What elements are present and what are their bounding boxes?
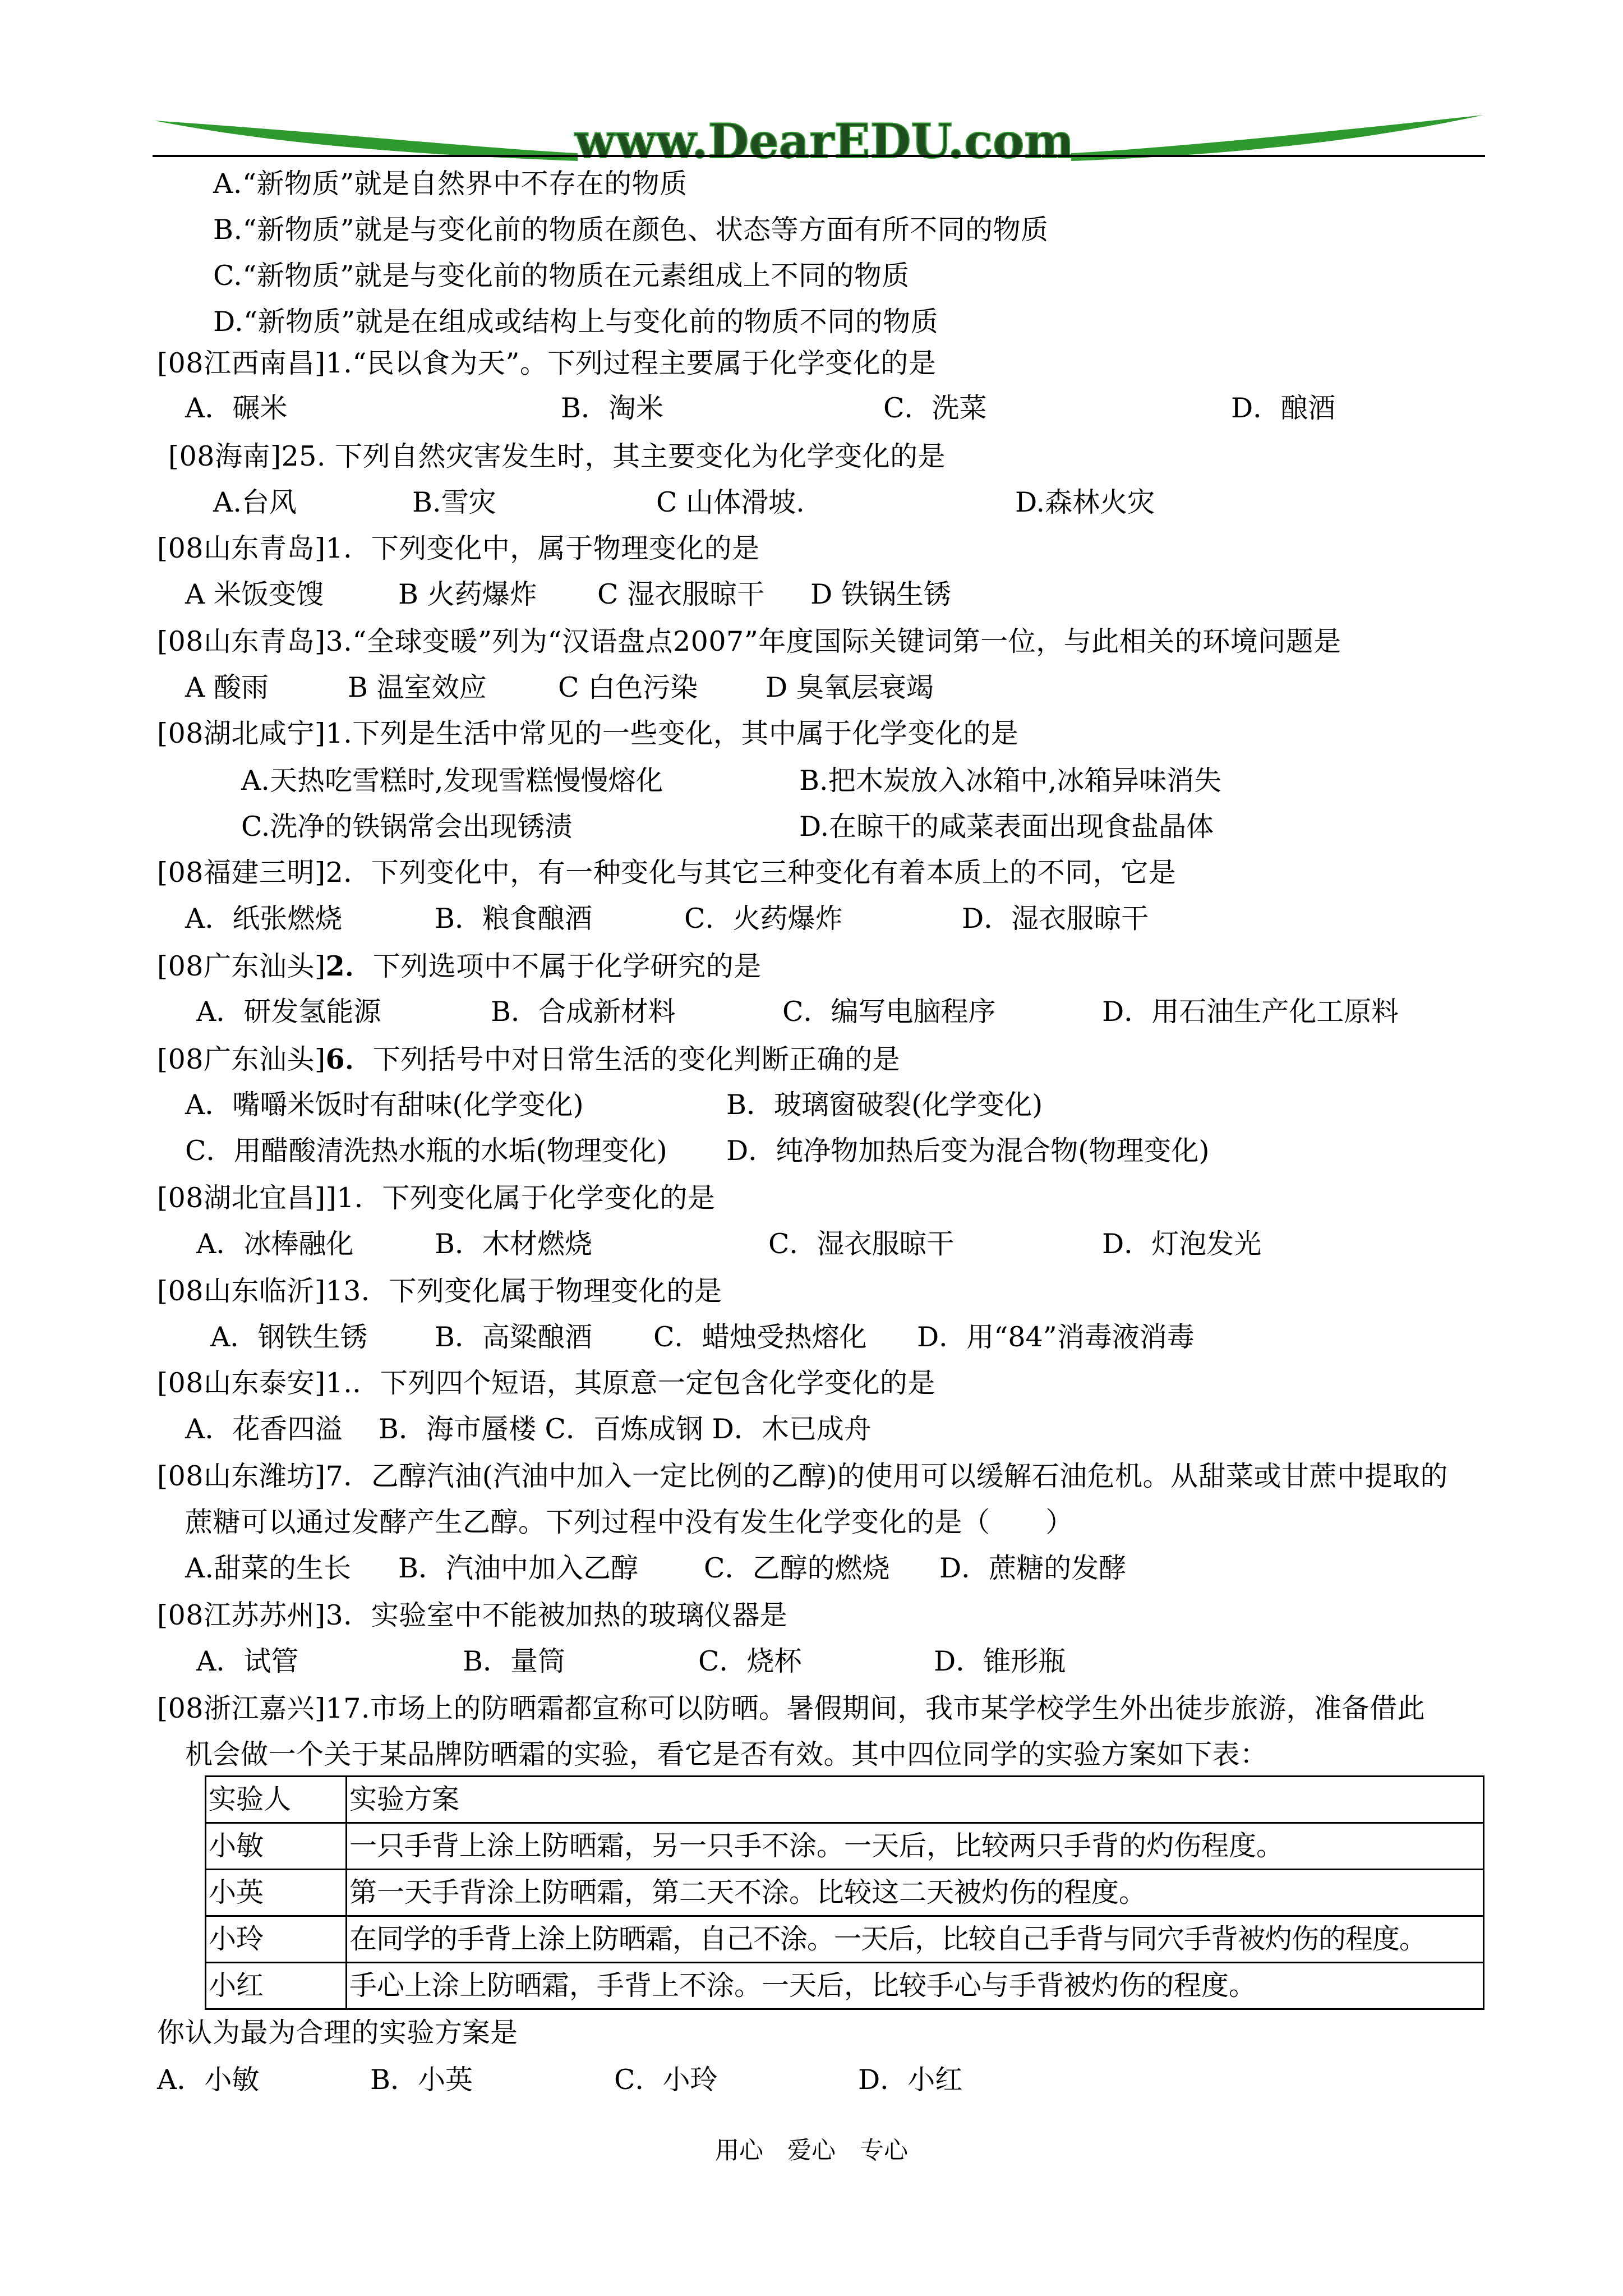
q14-option-d: D．小红: [858, 2064, 963, 2096]
table-cell-person: 小英: [206, 1870, 347, 1916]
q1-option-a: A．碾米: [185, 392, 288, 424]
q5-option-d: D.在晾干的咸菜表面出现食盐晶体: [799, 811, 1214, 843]
q4-option-c: C 白色污染: [558, 671, 698, 703]
deareedu-logo: [151, 109, 1486, 171]
q14-stem-line1: [08浙江嘉兴]17.市场上的防晒霜都宣称可以防晒。暑假期间，我市某学校学生外出徒步旅游，准备借此: [157, 1692, 1426, 1724]
q6-option-a: A．纸张燃烧: [185, 903, 343, 935]
q13-option-c: C．烧杯: [698, 1645, 802, 1677]
q5-option-a: A.天热吃雪糕时,发现雪糕慢慢熔化: [241, 765, 663, 797]
intro-option-b: B.“新物质”就是与变化前的物质在颜色、状态等方面有所不同的物质: [213, 214, 1049, 246]
q14-question: 你认为最为合理的实验方案是: [157, 2017, 518, 2049]
table-cell-plan: 在同学的手背上涂上防晒霜，自己不涂。一天后，比较自己手背与同穴手背被灼伤的程度。: [347, 1916, 1484, 1963]
table-row: [206, 1870, 1484, 1916]
q3-stem: [08山东青岛]1．下列变化中，属于物理变化的是: [157, 532, 760, 564]
q13-stem: [08江苏苏州]3．实验室中不能被加热的玻璃仪器是: [157, 1599, 788, 1631]
q8-option-b: B．玻璃窗破裂(化学变化): [726, 1089, 1043, 1121]
q12-stem-line2: 蔗糖可以通过发酵产生乙醇。下列过程中没有发生化学变化的是（ ）: [185, 1506, 1074, 1538]
q13-option-b: B．量筒: [463, 1645, 566, 1677]
table-row: [206, 1823, 1484, 1870]
q4-option-a: A 酸雨: [185, 671, 269, 703]
q5-stem: [08湖北咸宁]1.下列是生活中常见的一些变化，其中属于化学变化的是: [157, 717, 1019, 749]
q8-option-c: C．用醋酸清洗热水瓶的水垢(物理变化): [185, 1135, 667, 1167]
q7-option-c: C．编写电脑程序: [782, 996, 996, 1028]
q9-option-c: C．湿衣服晾干: [768, 1228, 955, 1260]
q10-option-b: B．高粱酿酒: [435, 1321, 593, 1353]
q10-option-c: C．蜡烛受热熔化: [653, 1321, 867, 1353]
q8-option-a: A．嘴嚼米饭时有甜味(化学变化): [185, 1089, 584, 1121]
q9-option-a: A．冰棒融化: [196, 1228, 354, 1260]
q7-stem: [157, 948, 762, 984]
q2-option-d: D.森林火灾: [1015, 486, 1155, 518]
q8-option-d: D．纯净物加热后变为混合物(物理变化): [726, 1135, 1210, 1167]
q12-option-c: C．乙醇的燃烧: [704, 1552, 890, 1584]
q6-option-d: D．湿衣服晾干: [962, 903, 1149, 935]
intro-option-c: C.“新物质”就是与变化前的物质在元素组成上不同的物质: [213, 260, 910, 292]
table-header-row: [206, 1777, 1484, 1823]
intro-option-d: D.“新物质”就是在组成或结构上与变化前的物质不同的物质: [213, 306, 939, 338]
q9-option-d: D．灯泡发光: [1102, 1228, 1262, 1260]
table-cell-person: 小红: [206, 1963, 347, 2009]
q7-option-d: D．用石油生产化工原料: [1102, 996, 1399, 1028]
q7-stem-text: 下列选项中不属于化学研究的是: [372, 950, 762, 982]
q3-option-b: B 火药爆炸: [398, 578, 537, 610]
q1-option-c: C．洗菜: [883, 392, 987, 424]
q10-option-a: A．钢铁生锈: [210, 1321, 368, 1353]
q6-stem: [08福建三明]2．下列变化中，有一种变化与其它三种变化有着本质上的不同，它是: [157, 857, 1177, 889]
q8-stem-text: 下列括号中对日常生活的变化判断正确的是: [372, 1043, 901, 1075]
table-cell-person: 小敏: [206, 1823, 347, 1870]
q3-option-c: C 湿衣服晾干: [597, 578, 765, 610]
table-header-plan: 实验方案: [347, 1777, 1484, 1823]
q2-option-a: A.台风: [213, 486, 297, 518]
table-cell-plan: 一只手背上涂上防晒霜，另一只手不涂。一天后，比较两只手背的灼伤程度。: [347, 1823, 1484, 1870]
q1-option-d: D．酿酒: [1231, 392, 1336, 424]
q14-option-c: C．小玲: [614, 2064, 718, 2096]
q3-option-a: A 米饭变馊: [185, 578, 324, 610]
q4-stem: [08山东青岛]3.“全球变暖”列为“汉语盘点2007”年度国际关键词第一位，与此相关的环境问题是: [157, 625, 1341, 657]
q7-stem-number: 2．: [325, 950, 373, 982]
q7-option-a: A．研发氢能源: [196, 996, 381, 1028]
q8-stem: [157, 1041, 900, 1077]
q5-option-b: B.把木炭放入冰箱中,冰箱异味消失: [799, 765, 1222, 797]
q12-option-b: B．汽油中加入乙醇: [398, 1552, 639, 1584]
logo-site-text: www.DearEDU.com: [574, 113, 1075, 169]
q7-stem-source: [08广东汕头]: [157, 950, 326, 982]
q8-stem-number: 6．: [325, 1043, 373, 1075]
q1-option-b: B．淘米: [561, 392, 664, 424]
q6-option-c: C．火药爆炸: [684, 903, 843, 935]
q2-option-b: B.雪灾: [412, 486, 496, 518]
intro-option-a: A.“新物质”就是自然界中不存在的物质: [213, 168, 688, 200]
q9-option-b: B．木材燃烧: [435, 1228, 593, 1260]
q5-option-c: C.洗净的铁锅常会出现锈渍: [241, 811, 573, 843]
table-cell-person: 小玲: [206, 1916, 347, 1963]
q11-options: A．花香四溢 B．海市蜃楼 C．百炼成钢 D．木已成舟: [185, 1413, 872, 1445]
q13-option-a: A．试管: [196, 1645, 299, 1677]
page-footer: 用心 爱心 专心: [715, 2137, 908, 2165]
q13-option-d: D．锥形瓶: [934, 1645, 1066, 1677]
table-cell-plan: 手心上涂上防晒霜，手背上不涂。一天后，比较手心与手背被灼伤的程度。: [347, 1963, 1484, 2009]
q12-option-d: D．蔗糖的发酵: [939, 1552, 1127, 1584]
q12-stem-line1: [08山东潍坊]7．乙醇汽油(汽油中加入一定比例的乙醇)的使用可以缓解石油危机。从甜菜或甘蔗中提取的: [157, 1460, 1448, 1492]
q6-option-b: B．粮食酿酒: [435, 903, 593, 935]
q7-option-b: B．合成新材料: [491, 996, 676, 1028]
logo-right-swoosh: [1071, 115, 1483, 161]
q4-option-b: B 温室效应: [348, 671, 487, 703]
q1-stem: [08江西南昌]1.“民以食为天”。下列过程主要属于化学变化的是: [157, 347, 937, 379]
header-rule: [153, 155, 1485, 157]
q2-option-c: C 山体滑坡.: [656, 486, 805, 518]
q14-option-a: A．小敏: [157, 2064, 260, 2096]
q3-option-d: D 铁锅生锈: [810, 578, 951, 610]
table-header-person: 实验人: [206, 1777, 347, 1823]
experiment-table: [205, 1775, 1484, 2010]
q8-stem-source: [08广东汕头]: [157, 1043, 326, 1075]
q10-option-d: D．用“84”消毒液消毒: [917, 1321, 1195, 1353]
table-row: [206, 1963, 1484, 2009]
q14-option-b: B．小英: [370, 2064, 473, 2096]
q11-stem: [08山东泰安]1.．下列四个短语，其原意一定包含化学变化的是: [157, 1367, 935, 1399]
q4-option-d: D 臭氧层衰竭: [766, 671, 934, 703]
q2-stem: [08海南]25. 下列自然灾害发生时，其主要变化为化学变化的是: [168, 440, 946, 472]
q9-stem: [08湖北宜昌]]1．下列变化属于化学变化的是: [157, 1182, 716, 1214]
q10-stem: [08山东临沂]13．下列变化属于物理变化的是: [157, 1275, 722, 1307]
table-cell-plan: 第一天手背涂上防晒霜，第二天不涂。比较这二天被灼伤的程度。: [347, 1870, 1484, 1916]
q14-stem-line2: 机会做一个关于某品牌防晒霜的实验，看它是否有效。其中四位同学的实验方案如下表：: [185, 1738, 1268, 1770]
table-row: [206, 1916, 1484, 1963]
q12-option-a: A.甜菜的生长: [185, 1552, 351, 1584]
